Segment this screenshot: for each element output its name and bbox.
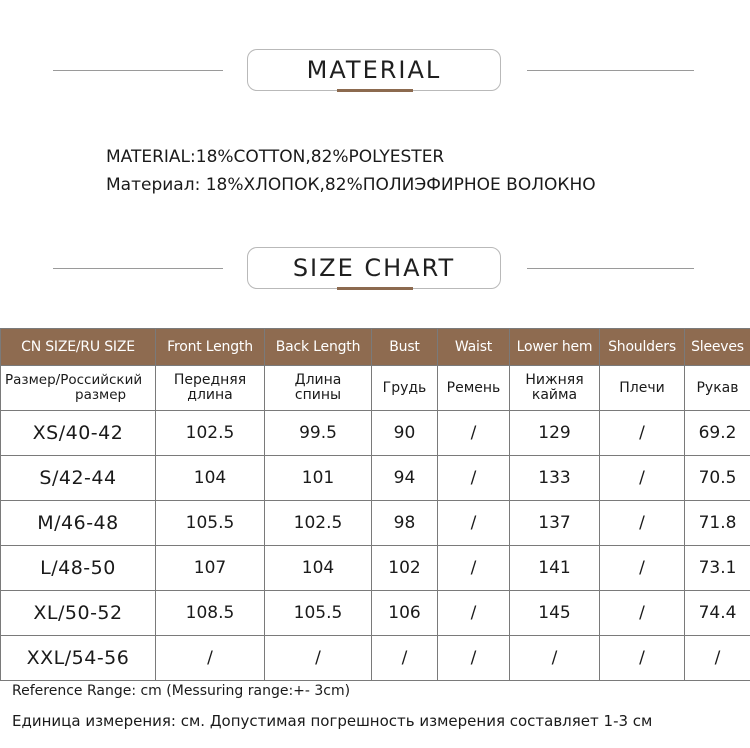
table-cell: / (438, 501, 510, 546)
size-cell: XXL/54-56 (1, 636, 156, 681)
table-row (1, 591, 750, 636)
table-cell: / (600, 456, 685, 501)
table-cell: 70.5 (685, 456, 750, 501)
column-header: CN SIZE/RU SIZE (1, 329, 156, 366)
table-row (1, 501, 750, 546)
table-cell: 137 (510, 501, 600, 546)
table-cell: 133 (510, 456, 600, 501)
table-cell: / (438, 591, 510, 636)
section-title-pill (247, 247, 501, 289)
table-cell: 73.1 (685, 546, 750, 591)
column-header: Front Length (156, 329, 265, 366)
table-cell: / (600, 636, 685, 681)
table-cell: / (372, 636, 438, 681)
column-header-ru: Грудь (372, 366, 438, 411)
divider-line-right (527, 268, 694, 269)
column-header: Shoulders (600, 329, 685, 366)
table-cell: 99.5 (265, 411, 372, 456)
table-row (1, 411, 750, 456)
column-header: Bust (372, 329, 438, 366)
size-chart-section-header (0, 247, 750, 295)
material-text-en: MATERIAL:18%COTTON,82%POLYESTER (106, 147, 445, 167)
reference-range-note-ru: Единица измерения: см. Допустимая погрешность измерения составляет 1-3 см (12, 712, 653, 730)
size-cell: XS/40-42 (1, 411, 156, 456)
size-cell: S/42-44 (1, 456, 156, 501)
divider-line-left (53, 70, 223, 71)
table-cell: 98 (372, 501, 438, 546)
table-cell: / (438, 636, 510, 681)
table-cell: / (600, 411, 685, 456)
table-cell: / (510, 636, 600, 681)
table-row (1, 456, 750, 501)
table-cell: 141 (510, 546, 600, 591)
divider-line-right (527, 70, 694, 71)
table-cell: / (438, 546, 510, 591)
table-cell: 90 (372, 411, 438, 456)
table-cell: 102 (372, 546, 438, 591)
column-header-ru: Нижняя кайма (510, 366, 600, 411)
section-title: MATERIAL (306, 56, 442, 84)
table-cell: 101 (265, 456, 372, 501)
table-cell: 129 (510, 411, 600, 456)
table-cell: 108.5 (156, 591, 265, 636)
table-cell: / (156, 636, 265, 681)
section-title-pill (247, 49, 501, 91)
table-cell: 104 (156, 456, 265, 501)
size-cell: M/46-48 (1, 501, 156, 546)
size-chart-table (0, 328, 750, 681)
table-cell: 107 (156, 546, 265, 591)
table-cell: / (600, 546, 685, 591)
material-text-ru: Материал: 18%ХЛОПОК,82%ПОЛИЭФИРНОЕ ВОЛОКНО (106, 175, 596, 195)
column-header-ru: Длина спины (265, 366, 372, 411)
column-header-ru: Рукав (685, 366, 750, 411)
column-header: Sleeves (685, 329, 750, 366)
column-header-ru: Ремень (438, 366, 510, 411)
size-cell: L/48-50 (1, 546, 156, 591)
column-header-ru: Передняя длина (156, 366, 265, 411)
column-header: Lower hem (510, 329, 600, 366)
table-cell: 69.2 (685, 411, 750, 456)
table-cell: 102.5 (156, 411, 265, 456)
table-row (1, 546, 750, 591)
column-header-ru: Размер/Российский размер (1, 366, 156, 411)
table-cell: 71.8 (685, 501, 750, 546)
table-row (1, 636, 750, 681)
table-cell: / (438, 456, 510, 501)
divider-line-left (53, 268, 223, 269)
material-section-header (0, 49, 750, 97)
section-title: SIZE CHART (292, 254, 456, 282)
column-header: Back Length (265, 329, 372, 366)
table-cell: 74.4 (685, 591, 750, 636)
accent-underline (337, 89, 413, 92)
table-cell: / (265, 636, 372, 681)
table-cell: 106 (372, 591, 438, 636)
column-header: Waist (438, 329, 510, 366)
header-row-en (1, 329, 750, 366)
reference-range-note: Reference Range: cm (Messuring range:+- 3cm) (12, 683, 351, 699)
table-cell: 104 (265, 546, 372, 591)
table-cell: 105.5 (265, 591, 372, 636)
table-cell: 105.5 (156, 501, 265, 546)
table-cell: / (438, 411, 510, 456)
table-cell: / (600, 501, 685, 546)
size-cell: XL/50-52 (1, 591, 156, 636)
table-cell: / (600, 591, 685, 636)
column-header-ru: Плечи (600, 366, 685, 411)
table-cell: / (685, 636, 750, 681)
table-cell: 145 (510, 591, 600, 636)
table-cell: 102.5 (265, 501, 372, 546)
table-cell: 94 (372, 456, 438, 501)
accent-underline (337, 287, 413, 290)
header-row-ru (1, 366, 750, 411)
